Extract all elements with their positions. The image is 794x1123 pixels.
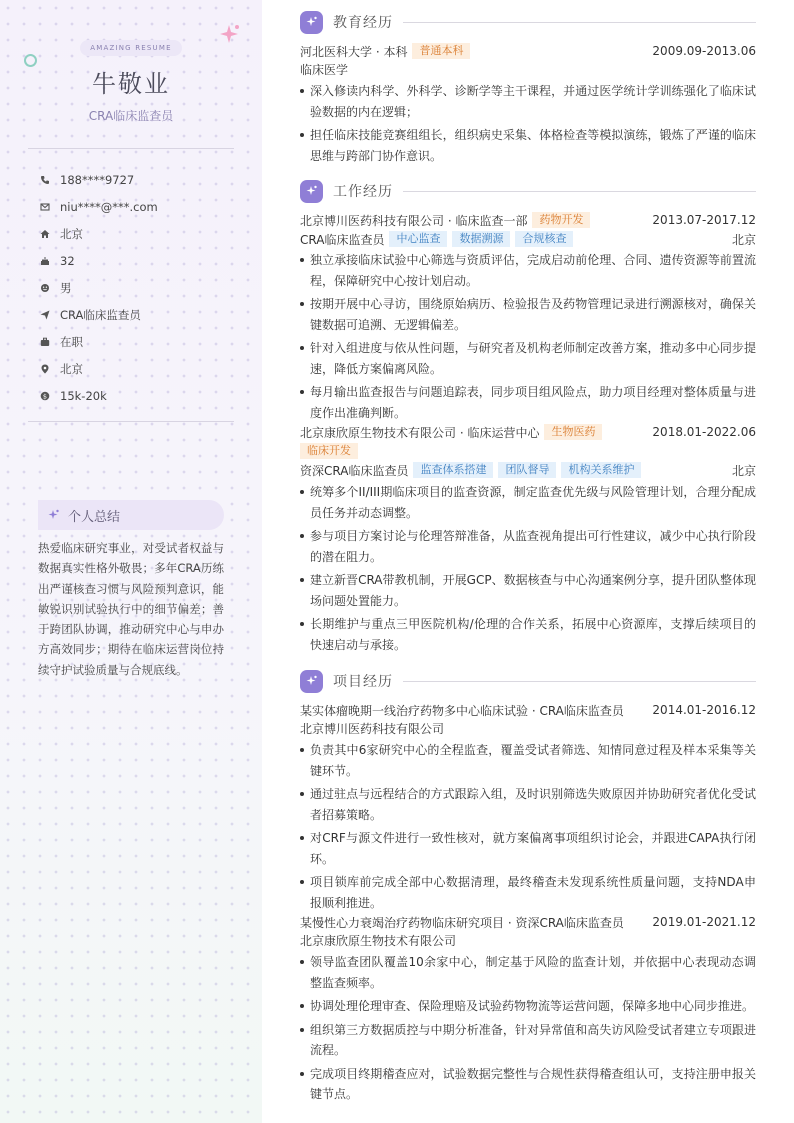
send-icon (40, 310, 50, 320)
sparkle-icon (300, 180, 323, 203)
info-text: CRA临床监查员 (60, 307, 141, 322)
salary-icon (40, 391, 50, 401)
section-title: 工作经历 (333, 184, 393, 200)
skill-tag: 数据溯源 (452, 231, 510, 247)
section-work-header (300, 179, 756, 203)
section-projects-header (300, 669, 756, 693)
info-text: 188****9727 (60, 172, 135, 187)
mail-icon (40, 202, 50, 212)
info-residence (40, 220, 158, 247)
list-item: 领导监查团队覆盖10余家中心，制定基于风险的监查计划，并依据中心表现动态调整监查频率。 (300, 952, 756, 993)
list-item: 项目锁库前完成全部中心数据清理，最终稽查未发现系统性质量问题，支持NDA申报顺利推进。 (300, 872, 756, 913)
list-item: 独立承接临床试验中心筛选与资质评估，完成启动前伦理、合同、遗传资源等前置流程，保障研究中心按计划启动。 (300, 250, 756, 291)
industry-tag: 临床开发 (300, 443, 358, 459)
company-name: 北京康欣原生物技术有限公司 · 临床运营中心 (300, 425, 540, 440)
info-gender (40, 274, 158, 301)
sidebar (0, 0, 262, 1123)
resume-badge: AMAZING RESUME (80, 40, 182, 56)
info-salary (40, 382, 158, 409)
summary-heading (38, 500, 224, 530)
work-entry (300, 422, 756, 658)
project-name: 某慢性心力衰竭治疗药物临床研究项目 · 资深CRA临床监查员 (300, 915, 624, 930)
contact-info-list (40, 166, 158, 409)
info-text: 男 (60, 280, 72, 295)
svg-text:$: $ (42, 391, 48, 400)
gender-icon (40, 283, 50, 293)
industry-tag: 生物医药 (544, 424, 602, 440)
major: 临床医学 (300, 63, 349, 77)
project-entry (300, 912, 756, 1108)
work-date: 2018.01-2022.06 (652, 425, 756, 439)
list-item: 长期维护与重点三甲医院机构/伦理的合作关系，拓展中心资源库，支撑后续项目的快速启动与承接。 (300, 614, 756, 655)
info-text: 北京 (60, 361, 83, 376)
sparkle-icon (48, 509, 60, 521)
summary-heading-label: 个人总结 (68, 509, 121, 525)
list-item: 组织第三方数据质控与中期分析准备，针对异常值和高失访风险受试者建立专项跟进流程。 (300, 1020, 756, 1061)
work-entry (300, 210, 756, 426)
sidebar-divider (28, 148, 234, 149)
candidate-title: CRA临床监查员 (88, 109, 174, 123)
info-text: 15k-20k (60, 388, 107, 403)
job-city: 北京 (731, 463, 756, 478)
company-name: 北京博川医药科技有限公司 · 临床监查一部 (300, 213, 528, 228)
list-item: 担任临床技能竞赛组组长，组织病史采集、体格检查等模拟演练，锻炼了严谨的临床思维与跨部门协作意识。 (300, 125, 756, 166)
list-item: 完成项目终期稽查应对，试验数据完整性与合规性获得稽查组认可，支持注册申报关键节点。 (300, 1064, 756, 1105)
work-bullets (300, 482, 756, 655)
home-icon (40, 229, 50, 239)
project-company: 北京博川医药科技有限公司 (300, 722, 445, 736)
list-item: 协调处理伦理审查、保险理赔及试验药物物流等运营问题，保障多地中心同步推进。 (300, 996, 756, 1017)
project-entry (300, 700, 756, 916)
info-text: 32 (60, 253, 75, 268)
job-role: CRA临床监查员 (300, 232, 385, 247)
project-bullets (300, 952, 756, 1105)
list-item: 建立新晋CRA带教机制，开展GCP、数据核查与中心沟通案例分享，提升团队整体现场问题处置能力。 (300, 570, 756, 611)
project-company: 北京康欣原生物技术有限公司 (300, 934, 457, 948)
job-role: 资深CRA临床监查员 (300, 463, 409, 478)
phone-icon (40, 175, 50, 185)
sidebar-divider (28, 421, 234, 422)
skill-tag: 机构关系维护 (561, 462, 641, 478)
info-position (40, 301, 158, 328)
education-bullets (300, 81, 756, 166)
section-title: 教育经历 (333, 15, 393, 31)
list-item: 针对入组进度与依从性问题，与研究者及机构老师制定改善方案，推动多中心同步提速，降低方案偏离风险。 (300, 338, 756, 379)
info-text: 在职 (60, 334, 83, 349)
project-name: 某实体瘤晚期一线治疗药物多中心临床试验 · CRA临床监查员 (300, 703, 624, 718)
sparkle-icon (300, 11, 323, 34)
project-date: 2019.01-2021.12 (652, 915, 756, 929)
section-divider (403, 191, 756, 192)
section-divider (403, 22, 756, 23)
degree-tag: 普通本科 (412, 43, 470, 59)
sparkle-decoration-icon (218, 24, 240, 44)
section-divider (403, 681, 756, 682)
sparkle-icon (300, 670, 323, 693)
education-entry (300, 41, 756, 169)
section-education-header (300, 10, 756, 34)
school-name: 河北医科大学 · 本科 (300, 44, 408, 59)
work-bullets (300, 250, 756, 423)
info-age (40, 247, 158, 274)
info-location (40, 355, 158, 382)
location-icon (40, 364, 50, 374)
project-date: 2014.01-2016.12 (652, 703, 756, 717)
list-item: 通过驻点与远程结合的方式跟踪入组，及时识别筛选失败原因并协助研究者优化受试者招募策略。 (300, 784, 756, 825)
info-text: niu****@***.com (60, 199, 158, 214)
candidate-name: 牛敬业 (92, 70, 170, 98)
skill-tag: 中心监查 (389, 231, 447, 247)
info-text: 北京 (60, 226, 83, 241)
list-item: 负责其中6家研究中心的全程监查，覆盖受试者筛选、知情同意过程及样本采集等关键环节。 (300, 740, 756, 781)
skill-tag: 团队督导 (498, 462, 556, 478)
project-bullets (300, 740, 756, 913)
skill-tag: 合规核查 (515, 231, 573, 247)
info-phone (40, 166, 158, 193)
work-date: 2013.07-2017.12 (652, 213, 756, 227)
briefcase-icon (40, 337, 50, 347)
list-item: 对CRF与源文件进行一致性核对，就方案偏离事项组织讨论会，并跟进CAPA执行闭环。 (300, 828, 756, 869)
list-item: 按期开展中心寻访，围绕原始病历、检验报告及药物管理记录进行溯源核对，确保关键数据可追溯、无逻辑偏差。 (300, 294, 756, 335)
job-city: 北京 (731, 232, 756, 247)
summary-text: 热爱临床研究事业，对受试者权益与数据真实性格外敬畏；多年CRA历练出严谨核查习惯与风险预判意识，能敏锐识别试验执行中的细节偏差；善于跨团队协调，推动研究中心与申办方高效同步；期待在临床运营岗位持续守护试验质量与合规底线。 (38, 541, 224, 677)
cake-icon (40, 256, 50, 266)
list-item: 每月输出监查报告与问题追踪表，同步项目组风险点，助力项目经理对整体质量与进度作出准确判断。 (300, 382, 756, 423)
education-date: 2009.09-2013.06 (652, 44, 756, 58)
skill-tag: 监查体系搭建 (413, 462, 493, 478)
info-status (40, 328, 158, 355)
list-item: 深入修读内科学、外科学、诊断学等主干课程，并通过医学统计学训练强化了临床试验数据的内在逻辑； (300, 81, 756, 122)
industry-tag: 药物开发 (532, 212, 590, 228)
info-email (40, 193, 158, 220)
section-title: 项目经历 (333, 674, 393, 690)
list-item: 参与项目方案讨论与伦理答辩准备，从监查视角提出可行性建议，减少中心执行阶段的潜在阻力。 (300, 526, 756, 567)
list-item: 统筹多个II/III期临床项目的监查资源，制定监查优先级与风险管理计划，合理分配成员任务并动态调整。 (300, 482, 756, 523)
